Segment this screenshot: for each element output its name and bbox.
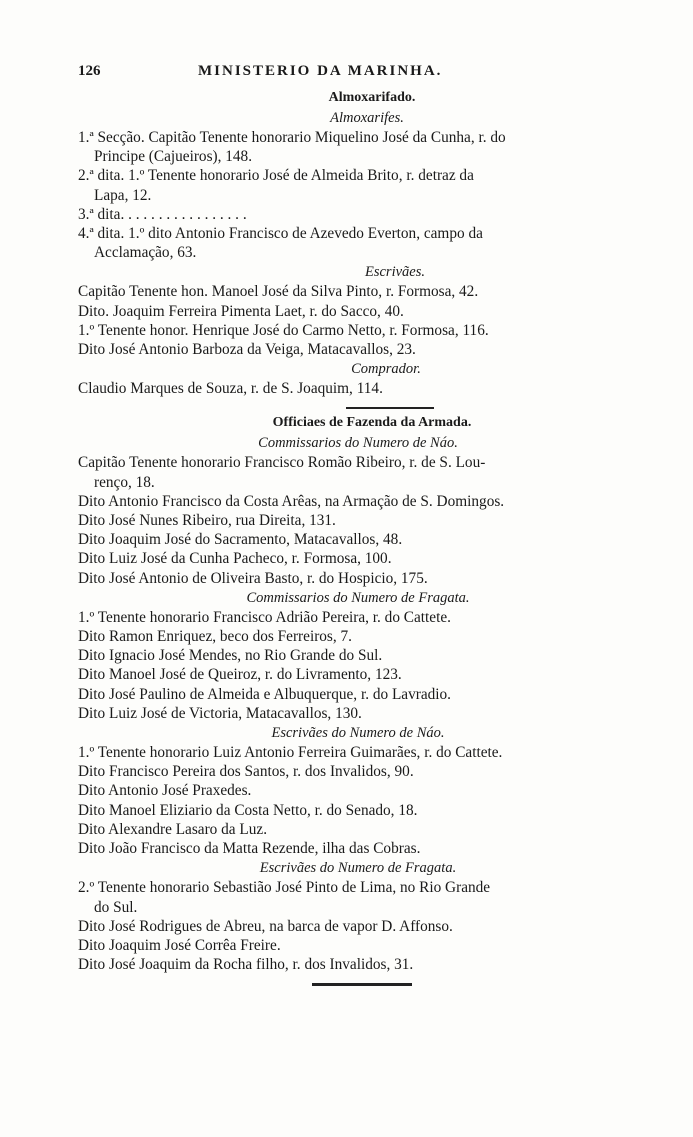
escrivaes-nao-list [78, 743, 638, 858]
commissarios-fragata-list [78, 608, 638, 723]
list-item: Dito Francisco Pereira dos Santos, r. dos Invalidos, 90. [78, 763, 414, 781]
list-item: Dito José Paulino de Almeida e Albuquerque, r. do Lavradio. [78, 685, 452, 703]
section-title-fazenda: Officiaes de Fazenda da Armada. [272, 415, 472, 431]
subhead-commissarios-nao: Commissarios do Numero de Náo. [258, 435, 458, 452]
list-item: 1.º Tenente honor. Henrique José do Carmo Netto, r. Formosa, 116. [78, 321, 489, 339]
list-item: Dito José Rodrigues de Abreu, na barca de vapor D. Affonso. [78, 917, 453, 935]
subhead-escrivaes-fragata: Escrivães do Numero de Fragata. [259, 860, 457, 877]
subhead-comprador: Comprador. [351, 361, 421, 378]
list-item: Dito Ignacio José Mendes, no Rio Grande do Sul. [78, 647, 383, 665]
subhead-almoxarifes: Almoxarifes. [330, 110, 404, 126]
list-item: Dito Joaquim José do Sacramento, Matacavallos, 48. [78, 531, 403, 549]
escrivaes-fragata-list [78, 878, 638, 974]
list-item: Dito Antonio Francisco da Costa Arêas, na Armação de S. Domingos. [78, 492, 505, 510]
list-item: Dito Antonio José Praxedes. [78, 782, 252, 800]
list-item: Dito Ramon Enriquez, beco dos Ferreiros, 7. [78, 628, 353, 646]
running-head: MINISTERIO DA MARINHA. [198, 63, 443, 79]
list-item: Dito José Antonio de Oliveira Basto, r. do Hospicio, 175. [78, 569, 428, 587]
list-item: Dito Joaquim José Corrêa Freire. [78, 936, 281, 954]
list-item: Dito Luiz José da Cunha Pacheco, r. Formosa, 100. [78, 550, 392, 568]
almoxarifes-list [78, 128, 638, 262]
list-item: 2.º Tenente honorario Sebastião José Pinto de Lima, no Rio Grande do Sul. [78, 879, 491, 916]
list-item: Dito Luiz José de Victoria, Matacavallos, 130. [78, 704, 362, 722]
list-item: 1.ª Secção. Capitão Tenente honorario Miquelino José da Cunha, r. do Principe (Cajueiros), 148. [78, 129, 506, 166]
section-divider [346, 407, 434, 409]
end-divider [312, 983, 412, 986]
page-number: 126 [78, 63, 101, 79]
page-content [78, 88, 638, 990]
list-item: Dito José Antonio Barboza da Veiga, Matacavallos, 23. [78, 341, 416, 359]
list-item: 1.º Tenente honorario Luiz Antonio Ferreira Guimarães, r. do Cattete. [78, 744, 503, 762]
page-header [78, 63, 648, 85]
escrivaes-list [78, 282, 638, 359]
list-item: Dito Alexandre Lasaro da Luz. [78, 820, 268, 838]
list-item: Dito Manoel José de Queiroz, r. do Livramento, 123. [78, 666, 402, 684]
list-item: 4.ª dita. 1.º dito Antonio Francisco de Azevedo Everton, campo da Acclamação, 63. [78, 225, 483, 262]
list-item: 1.º Tenente honorario Francisco Adrião Pereira, r. do Cattete. [78, 608, 451, 626]
list-item: 2.ª dita. 1.º Tenente honorario José de Almeida Brito, r. detraz da Lapa, 12. [78, 167, 474, 204]
section-title-almoxarifado: Almoxarifado. [328, 90, 416, 105]
list-item: Dito. Joaquim Ferreira Pimenta Laet, r. do Sacco, 40. [78, 302, 404, 320]
subhead-commissarios-fragata: Commissarios do Numero de Fragata. [246, 589, 470, 606]
comprador-entry: Claudio Marques de Souza, r. de S. Joaquim, 114. [78, 380, 383, 398]
list-item: Capitão Tenente hon. Manoel José da Silva Pinto, r. Formosa, 42. [78, 283, 479, 301]
list-item: Dito José Nunes Ribeiro, rua Direita, 131. [78, 512, 336, 530]
list-item: Dito José Joaquim da Rocha filho, r. dos Invalidos, 31. [78, 956, 414, 974]
list-item: 3.ª dita. . . . . . . . . . . . . . . . . [78, 205, 247, 223]
list-item: Capitão Tenente honorario Francisco Romão Ribeiro, r. de S. Lou- renço, 18. [78, 454, 486, 491]
subhead-escrivaes: Escrivães. [365, 264, 425, 281]
list-item: Dito Manoel Eliziario da Costa Netto, r. do Senado, 18. [78, 801, 418, 819]
subhead-escrivaes-nao: Escrivães do Numero de Náo. [271, 725, 445, 742]
commissarios-nao-list [78, 453, 638, 587]
list-item: Dito João Francisco da Matta Rezende, ilha das Cobras. [78, 840, 421, 858]
